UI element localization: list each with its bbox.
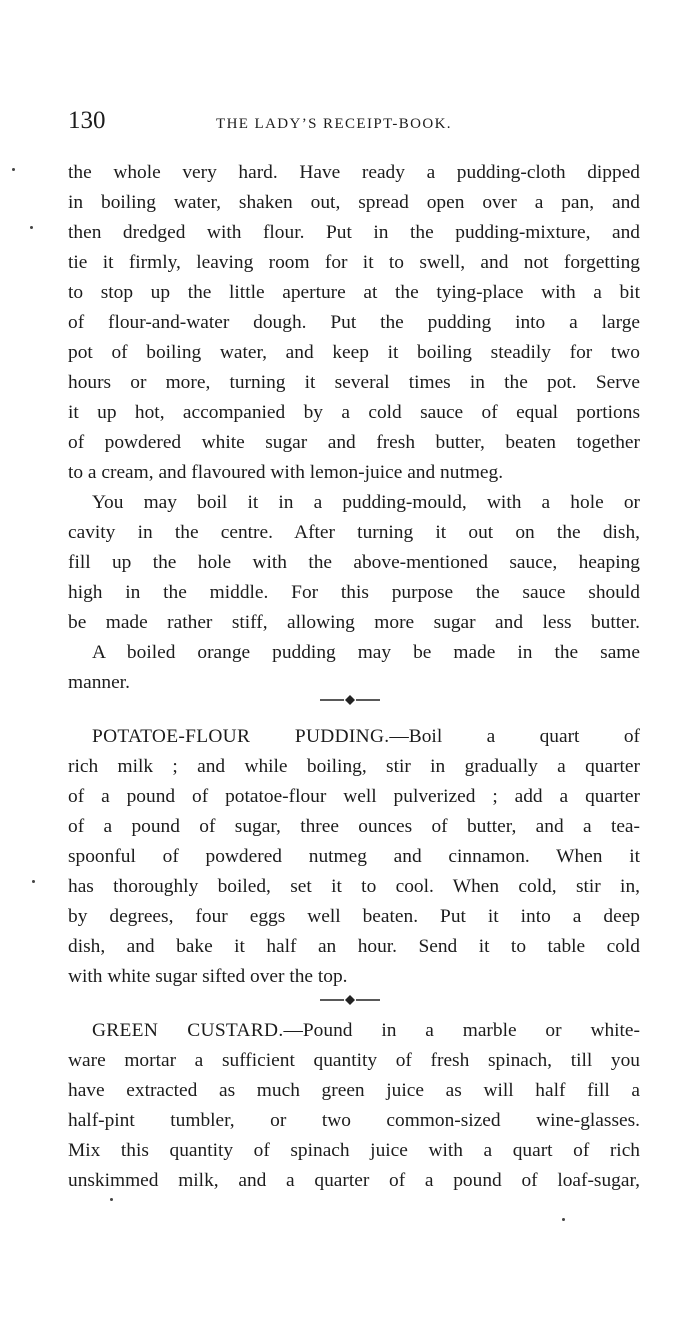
- text-line: hours or more, turning it several times in the pot. Serve: [68, 372, 640, 393]
- text-line: spoonful of powdered nutmeg and cinnamon. When it: [68, 846, 640, 867]
- running-head: THE LADY’S RECEIPT-BOOK.: [216, 116, 452, 132]
- text-line: has thoroughly boiled, set it to cool. When cold, stir in,: [68, 876, 640, 897]
- text-line: [92, 1016, 640, 1046]
- text-line: tie it firmly, leaving room for it to swell, and not forgetting: [68, 252, 640, 273]
- text-line: to a cream, and flavoured with lemon-juice and nutmeg.: [68, 462, 504, 483]
- text-line: cavity in the centre. After turning it out on the dish,: [68, 522, 640, 543]
- scan-speck: [562, 1218, 565, 1221]
- text-line: have extracted as much green juice as will half fill a: [68, 1080, 640, 1101]
- text-line: A boiled orange pudding may be made in the same: [92, 642, 640, 663]
- text-line: it up hot, accompanied by a cold sauce of equal portions: [68, 402, 640, 423]
- recipe-title: GREEN CUSTARD.: [92, 1020, 284, 1041]
- section-divider: [0, 694, 700, 708]
- text-line: manner.: [68, 672, 130, 693]
- text-line: of a pound of sugar, three ounces of butter, and a tea-: [68, 816, 640, 837]
- scan-speck: [12, 168, 15, 171]
- text-line: by degrees, four eggs well beaten. Put it into a deep: [68, 906, 640, 927]
- text-line: with white sugar sifted over the top.: [68, 966, 348, 987]
- scan-speck: [32, 880, 35, 883]
- text-line: rich milk ; and while boiling, stir in gradually a quarter: [68, 756, 640, 777]
- text-line: of flour-and-water dough. Put the pudding into a large: [68, 312, 640, 333]
- text-line: half-pint tumbler, or two common-sized wine-glasses.: [68, 1110, 640, 1131]
- text-line: the whole very hard. Have ready a pudding-cloth dipped: [68, 162, 640, 183]
- recipe-text: —Pound in a marble or white-: [283, 1020, 640, 1041]
- recipe-title: POTATOE-FLOUR PUDDING.: [92, 726, 390, 747]
- text-line: to stop up the little aperture at the tying-place with a bit: [68, 282, 640, 303]
- text-line: of a pound of potatoe-flour well pulverized ; add a quarter: [68, 786, 640, 807]
- text-line: unskimmed milk, and a quarter of a pound of loaf-sugar,: [68, 1170, 640, 1191]
- text-line: of powdered white sugar and fresh butter, beaten together: [68, 432, 640, 453]
- text-line: You may boil it in a pudding-mould, with a hole or: [92, 492, 640, 513]
- text-line: be made rather stiff, allowing more sugar and less butter.: [68, 612, 640, 633]
- section-divider: [0, 994, 700, 1008]
- text-line: high in the middle. For this purpose the sauce should: [68, 582, 640, 603]
- page-header: [68, 106, 642, 140]
- text-line: Mix this quantity of spinach juice with a quart of rich: [68, 1140, 640, 1161]
- text-line: dish, and bake it half an hour. Send it to table cold: [68, 936, 640, 957]
- text-line: then dredged with flour. Put in the pudding-mixture, and: [68, 222, 640, 243]
- recipe-text: —Boil a quart of: [389, 726, 640, 747]
- scan-speck: [110, 1198, 113, 1201]
- text-line: in boiling water, shaken out, spread open over a pan, and: [68, 192, 640, 213]
- text-line: pot of boiling water, and keep it boiling steadily for two: [68, 342, 640, 363]
- text-line: ware mortar a sufficient quantity of fresh spinach, till you: [68, 1050, 640, 1071]
- text-line: [92, 722, 640, 752]
- text-line: fill up the hole with the above-mentioned sauce, heaping: [68, 552, 640, 573]
- page-number: 130: [68, 107, 106, 134]
- scan-speck: [30, 226, 33, 229]
